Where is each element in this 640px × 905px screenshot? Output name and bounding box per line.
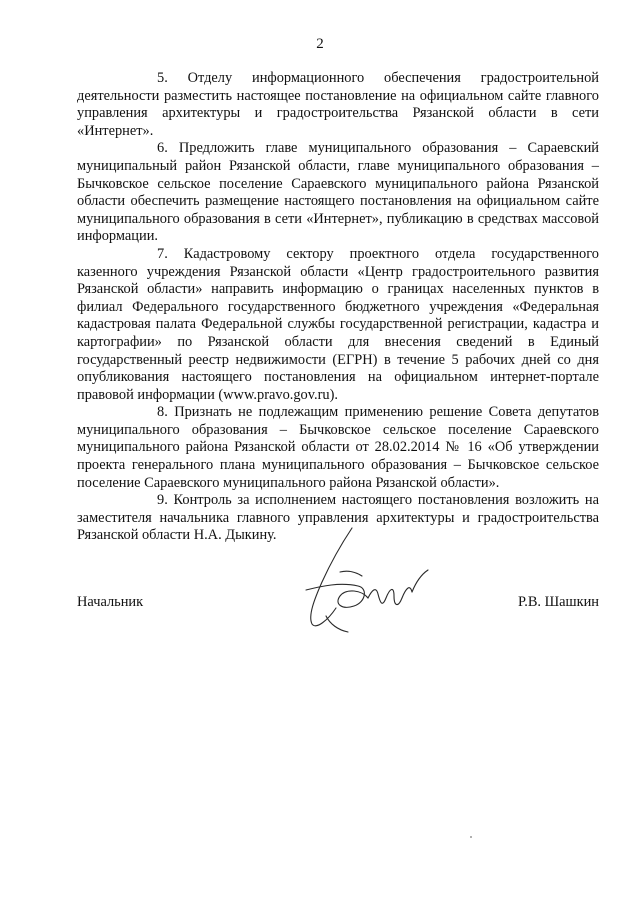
paragraph-number: 9. xyxy=(157,492,168,509)
paragraph-number: 8. xyxy=(157,404,168,421)
paragraph-7 xyxy=(77,246,599,404)
document-body xyxy=(77,70,599,545)
handwritten-signature xyxy=(282,520,442,640)
paragraph-text: Контроль за исполнением настоящего постановления возложить на заместителя начальника главного управления архитектуры и градостроительства Рязанской области Н.А. Дыкину. xyxy=(77,492,599,544)
page-number: 2 xyxy=(316,36,324,52)
paragraph-text: Кадастровому сектору проектного отдела государственного казенного учреждения Рязанской области «Центр градостроительного развития Рязанской области» направить информацию о границах населенных пунктов в филиал Федерального государственного бюджетного учреждения «Федеральная кадастровая палата Федеральной службы государственной регистрации, кадастра и картографии» по Рязанской области для внесения сведений в Единый государственный реестр недвижимости (ЕГРН) в течение 5 рабочих дней со дня опубликования настоящего постановления на официальном интернет-портале правовой информации (www.pravo.gov.ru). xyxy=(77,245,599,403)
paragraph-text: Признать не подлежащим применению решение Совета депутатов муниципального образования – Бычковское сельское поселение Сараевского муниципального района Рязанской области от 28.02.2014 № 16 «Об утверждении проекта генерального плана муниципального образования – Бычковское сельское поселение Сараевского муниципального района Рязанской области». xyxy=(77,404,599,491)
scan-speck xyxy=(470,836,472,838)
paragraph-text: Предложить главе муниципального образования – Сараевский муниципальный район Рязанской области, главе муниципального образования – Бычковское сельское поселение Сараевского муниципального района Рязанской области обеспечить размещение настоящего постановления на официальном сайте муниципального образования в сети «Интернет», публикацию в средствах массовой информации. xyxy=(77,140,599,245)
signature-block xyxy=(77,588,599,612)
paragraph-number: 7. xyxy=(157,245,168,262)
paragraph-6 xyxy=(77,140,599,246)
paragraph-number: 5. xyxy=(157,70,168,86)
paragraph-8 xyxy=(77,404,599,492)
signatory-role: Начальник xyxy=(77,594,144,610)
paragraph-text: Отделу информационного обеспечения градостроительной деятельности разместить настоящее постановление на официальном сайте главного управления архитектуры и градостроительства Рязанской области в сети «Интернет». xyxy=(77,70,599,139)
paragraph-number: 6. xyxy=(157,140,168,157)
paragraph-5 xyxy=(77,70,599,140)
signatory-name: Р.В. Шашкин xyxy=(518,594,599,610)
